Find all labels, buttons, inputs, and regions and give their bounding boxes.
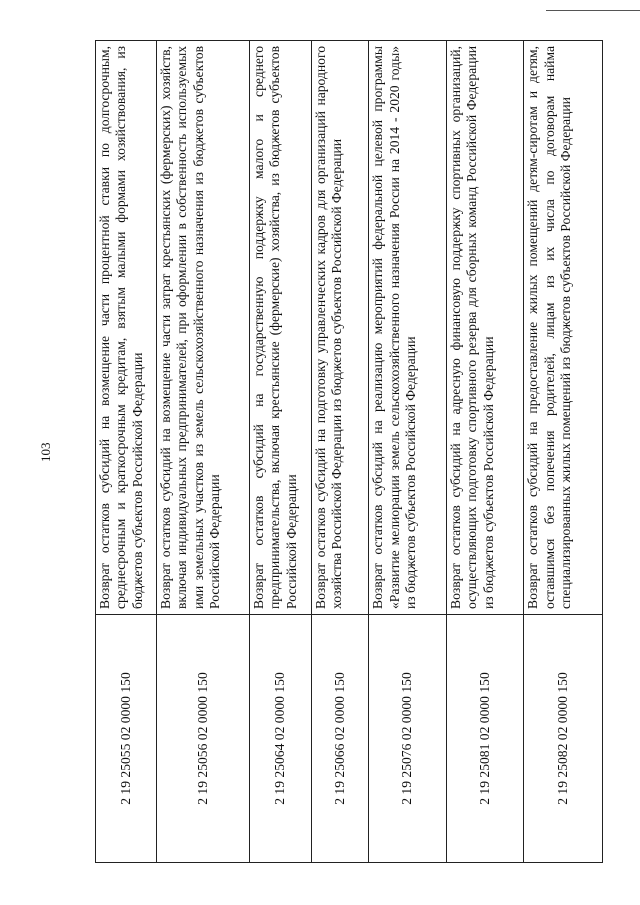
budget-codes-table-region — [95, 41, 603, 863]
scan-corner-mark — [546, 0, 640, 11]
page-number: 103 — [38, 442, 53, 462]
description-cell: Возврат остатков субсидий на возмещение части процентной ставки по долгосрочным, среднесрочным и краткосрочным кредитам, взятым малыми формами хозяйствования, из бюджетов субъектов Российской Федерации — [96, 41, 157, 615]
table-row — [369, 41, 446, 863]
budget-code-cell: 2 19 25066 02 0000 150 — [311, 615, 369, 863]
budget-code-cell: 2 19 25081 02 0000 150 — [446, 615, 523, 863]
description-cell: Возврат остатков субсидий на адресную финансовую поддержку спортивных организаций, осуществляющих подготовку спортивного резерва для сборных команд Российской Федерации из бюджетов субъектов Российской Федерации — [446, 41, 523, 615]
table-row — [311, 41, 369, 863]
table-row — [96, 41, 157, 863]
budget-code-cell: 2 19 25076 02 0000 150 — [369, 615, 446, 863]
table-row — [156, 41, 249, 863]
budget-code-cell: 2 19 25056 02 0000 150 — [156, 615, 249, 863]
budget-codes-table — [95, 40, 603, 863]
description-cell: Возврат остатков субсидий на возмещение части затрат крестьянских (фермерских) хозяйств, включая индивидуальных предпринимателей, при оформлении в собственность используемых ими земельных участков из земель сельскохозяйственного назначения из бюджетов субъектов Российской Федерации — [156, 41, 249, 615]
description-cell: Возврат остатков субсидий на подготовку управленческих кадров для организаций народного хозяйства Российской Федерации из бюджетов субъектов Российской Федерации — [311, 41, 369, 615]
budget-code-cell: 2 19 25082 02 0000 150 — [524, 615, 603, 863]
description-cell: Возврат остатков субсидий на реализацию мероприятий федеральной целевой программы «Развитие мелиорации земель сельскохозяйственного назначения России на 2014 - 2020 годы» из бюджетов субъектов Российской Федерации — [369, 41, 446, 615]
table-row — [249, 41, 311, 863]
budget-code-cell: 2 19 25055 02 0000 150 — [96, 615, 157, 863]
table-row — [446, 41, 523, 863]
description-cell: Возврат остатков субсидий на государственную поддержку малого и среднего предпринимательства, включая крестьянские (фермерские) хозяйства, из бюджетов субъектов Российской Федерации — [249, 41, 311, 615]
description-cell: Возврат остатков субсидий на предоставление жилых помещений детям-сиротам и детям, оставшимся без попечения родителей, лицам из их числа по договорам найма специализированных жилых помещений из бюджетов субъектов Российской Федерации — [524, 41, 603, 615]
budget-code-cell: 2 19 25064 02 0000 150 — [249, 615, 311, 863]
table-row — [524, 41, 603, 863]
